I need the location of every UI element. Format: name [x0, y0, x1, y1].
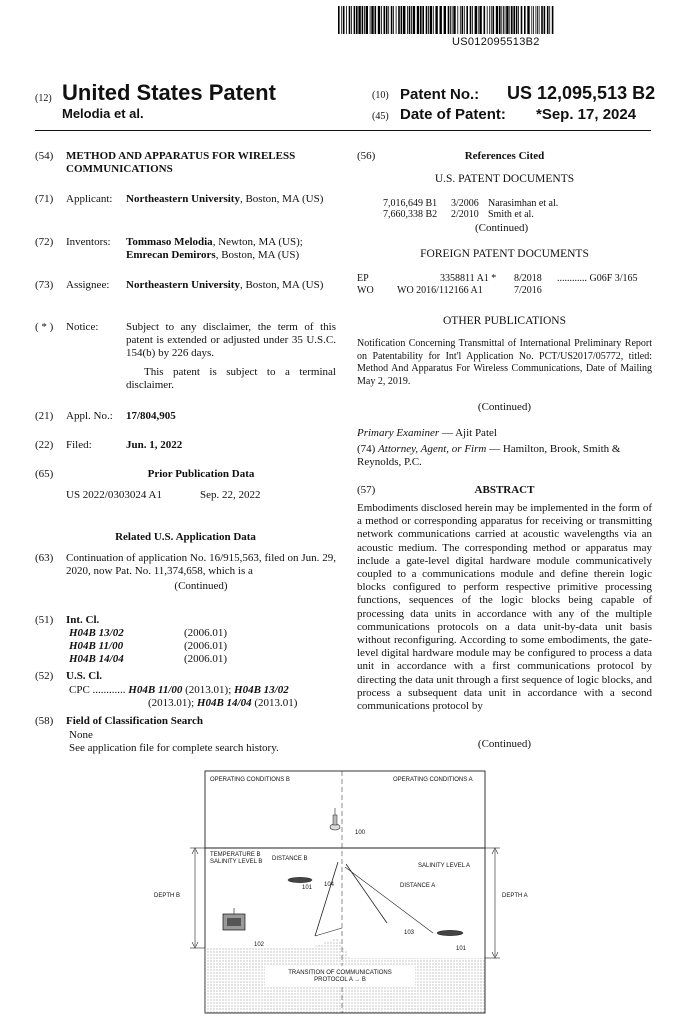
assignee-value	[126, 279, 334, 292]
ref-101-right: 101	[456, 946, 467, 952]
code-21: (21)	[35, 410, 54, 422]
prior-pub-number: US 2022/0303024 A1	[66, 489, 162, 501]
examiner-label: Primary Examiner	[357, 427, 440, 439]
date-label: Date of Patent:	[400, 106, 506, 123]
buoy-100	[330, 808, 340, 830]
acoustic-path-104	[315, 862, 338, 936]
transition-line-2: PROTOCOL A → B	[314, 977, 366, 983]
int-cl-2: H04B 11/00	[69, 640, 124, 652]
salinity-level-b: SALINITY LEVEL B	[210, 859, 263, 865]
applicant-value	[126, 193, 334, 206]
code-52: (52)	[35, 670, 54, 682]
distance-a: DISTANCE A	[400, 883, 436, 889]
cpc-label: CPC ............	[69, 684, 126, 696]
foreign-2-no: WO 2016/112166 A1	[397, 285, 483, 296]
continuation-continued: (Continued)	[174, 580, 228, 592]
int-cl-3-ver: (2006.01)	[184, 653, 228, 665]
examiner-name: — Ajit Patel	[439, 427, 497, 439]
us-doc-2-date: 2/2010	[451, 209, 479, 220]
cpc-class-3: H04B 14/04	[196, 697, 252, 709]
depth-a: DEPTH A	[502, 893, 528, 899]
appl-no-value: 17/804,905	[126, 410, 176, 422]
attorney-line	[357, 443, 652, 469]
code-57: (57)	[357, 484, 376, 496]
temperature-b: TEMPERATURE B	[210, 852, 261, 858]
op-conditions-a: OPERATING CONDITIONS A	[393, 777, 473, 783]
cpc-class-2: H04B 13/02	[234, 684, 289, 696]
salinity-level-a: SALINITY LEVEL A	[418, 863, 471, 869]
filed-label: Filed:	[66, 439, 92, 451]
code-51: (51)	[35, 614, 54, 626]
distance-b: DISTANCE B	[272, 856, 308, 862]
assignee-location: , Boston, MA (US)	[239, 279, 324, 291]
appl-no-label: Appl. No.:	[66, 410, 113, 422]
foreign-1-date: 8/2018	[514, 273, 542, 284]
op-conditions-b: OPERATING CONDITIONS B	[210, 777, 290, 783]
abstract-title: ABSTRACT	[474, 484, 535, 496]
inventor-1-name: Tommaso Melodia	[126, 236, 213, 248]
code-71: (71)	[35, 193, 54, 205]
foreign-docs-title: FOREIGN PATENT DOCUMENTS	[420, 248, 589, 260]
ref-104: 104	[324, 882, 335, 888]
applicant-label: Applicant:	[66, 193, 113, 205]
int-cl-3: H04B 14/04	[69, 653, 124, 665]
invention-title: METHOD AND APPARATUS FOR WIRELESS COMMUNICATIONS	[66, 150, 296, 175]
barcode-number: US012095513B2	[452, 36, 540, 48]
assignee-name: Northeastern University	[126, 279, 240, 291]
examiner-line	[357, 427, 497, 439]
ref-100: 100	[355, 830, 366, 836]
ref-102: 102	[254, 942, 265, 948]
cpc-class-1: H04B 11/00	[128, 684, 183, 696]
prior-pub-date: Sep. 22, 2022	[200, 489, 261, 501]
code-56: (56)	[357, 150, 376, 162]
int-cl-1: H04B 13/02	[69, 627, 124, 639]
acoustic-path-103	[346, 864, 387, 923]
continuation-text: Continuation of application No. 16/915,563, filed on Jun. 29, 2020, now Pat. No. 11,374,658, which is a	[66, 552, 336, 577]
vehicle-101-right	[437, 930, 463, 935]
attorney-name: — Hamilton, Brook, Smith & Reynolds, P.C.	[357, 443, 621, 468]
depth-b: DEPTH B	[154, 893, 181, 899]
vehicle-101-left	[288, 877, 312, 882]
abstract-continued: (Continued)	[477, 738, 532, 750]
foreign-1-no: 3358811 A1 *	[440, 273, 497, 284]
cpc-ver-2: (2013.01);	[148, 697, 195, 709]
other-pubs-title: OTHER PUBLICATIONS	[443, 315, 566, 327]
assignee-label: Assignee:	[66, 279, 110, 291]
us-cl-line-1	[69, 684, 289, 696]
patent-type-title: United States Patent	[62, 80, 276, 105]
foreign-1-cc: EP	[357, 273, 369, 284]
code-notice: ( * )	[35, 321, 54, 333]
code-65: (65)	[35, 468, 54, 480]
code-54: (54)	[35, 150, 54, 162]
code-12: (12)	[35, 93, 52, 104]
seabed-node-102	[223, 908, 245, 930]
other-pubs-continued: (Continued)	[477, 401, 532, 413]
us-docs-continued: (Continued)	[475, 222, 529, 234]
code-22: (22)	[35, 439, 54, 451]
foreign-2-cc: WO	[357, 285, 374, 296]
inventor-1-location: , Newton, MA (US);	[212, 236, 303, 248]
code-73: (73)	[35, 279, 54, 291]
header-rule	[35, 130, 651, 131]
foreign-1-cls: ............ G06F 3/165	[557, 273, 638, 284]
inventors-short: Melodia et al.	[62, 106, 144, 121]
prior-pub-title: Prior Publication Data	[147, 468, 255, 480]
code-10: (10)	[372, 90, 389, 101]
foreign-2-date: 7/2016	[514, 285, 542, 296]
us-doc-1-date: 3/2006	[451, 198, 479, 209]
ref-103: 103	[404, 930, 415, 936]
abstract-text: Embodiments disclosed herein may be implemented in the form of a method or corresponding apparatus for receiving or transmitting network communications carried at acoustic wavelengths via an acoustic medium. The corresponding method or apparatus may include a gate-level digital hardware module communicatively coupled to a communications module and define therein logic blocks configured to perform respective primitive processing functions, sequences of the logic blocks being capable of processing data units in accordance with any of the multiple communications protocols on a data unit-by-data unit basis without reconfiguring. According to some embodiments, the gate-level digital hardware module may be configured to process a data unit in accordance with a first communications protocol by directing the data unit through a first sequence of logic blocks, and process a subsequent data unit in accordance with a second communications protocol by	[357, 502, 652, 713]
us-cl-line-2	[148, 697, 297, 709]
terminal-disclaimer: This patent is subject to a terminal disclaimer.	[126, 366, 336, 391]
field-search-label: Field of Classification Search	[66, 715, 203, 727]
inventors-value	[126, 236, 338, 262]
int-cl-2-ver: (2006.01)	[184, 640, 228, 652]
inventors-label: Inventors:	[66, 236, 111, 248]
int-cl-label: Int. Cl.	[66, 614, 100, 626]
patent-no-label: Patent No.:	[400, 86, 480, 103]
us-doc-1-name: Narasimhan et al.	[488, 198, 559, 209]
code-58: (58)	[35, 715, 54, 727]
barcode	[338, 6, 556, 34]
patent-number: US 12,095,513 B2	[507, 83, 656, 103]
references-title: References Cited	[464, 150, 545, 162]
inventor-2-location: , Boston, MA (US)	[215, 249, 300, 261]
figure-drawing	[150, 768, 535, 1016]
code-63: (63)	[35, 552, 54, 564]
code-72: (72)	[35, 236, 54, 248]
cpc-ver-1: (2013.01);	[185, 684, 232, 696]
transition-line-1: TRANSITION OF COMMUNICATIONS	[288, 970, 392, 976]
field-search-note: See application file for complete search history.	[69, 742, 279, 754]
us-doc-1-no: 7,016,649 B1	[383, 198, 438, 209]
attorney-code: (74)	[357, 443, 376, 455]
field-search-none: None	[69, 729, 93, 741]
applicant-name: Northeastern University	[126, 193, 240, 205]
ref-101-left: 101	[302, 885, 313, 891]
code-45: (45)	[372, 111, 389, 122]
inventor-2-name: Emrecan Demirors	[126, 249, 216, 261]
filed-value: Jun. 1, 2022	[126, 439, 183, 451]
int-cl-1-ver: (2006.01)	[184, 627, 228, 639]
applicant-location: , Boston, MA (US)	[239, 193, 324, 205]
us-docs-title: U.S. PATENT DOCUMENTS	[434, 173, 575, 185]
attorney-label: Attorney, Agent, or Firm	[378, 443, 487, 455]
notice-text: Subject to any disclaimer, the term of this patent is extended or adjusted under 35 U.S.C. 154(b) by 226 days.	[126, 321, 336, 359]
related-data-title: Related U.S. Application Data	[115, 531, 256, 543]
us-cl-label: U.S. Cl.	[66, 670, 103, 682]
us-doc-2-name: Smith et al.	[488, 209, 534, 220]
transition-label-bg	[265, 966, 415, 986]
cpc-ver-3: (2013.01)	[254, 697, 298, 709]
notice-label: Notice:	[66, 321, 99, 333]
us-doc-2-no: 7,660,338 B2	[383, 209, 438, 220]
other-pub-text: Notification Concerning Transmittal of International Preliminary Report on Patentability for Int'l Application No. PCT/US2017/05772, titled: Method And Apparatus For Wireless Communications, Date of Mailing May 2, 2019.	[357, 338, 652, 387]
date-of-patent: *Sep. 17, 2024	[536, 106, 637, 123]
